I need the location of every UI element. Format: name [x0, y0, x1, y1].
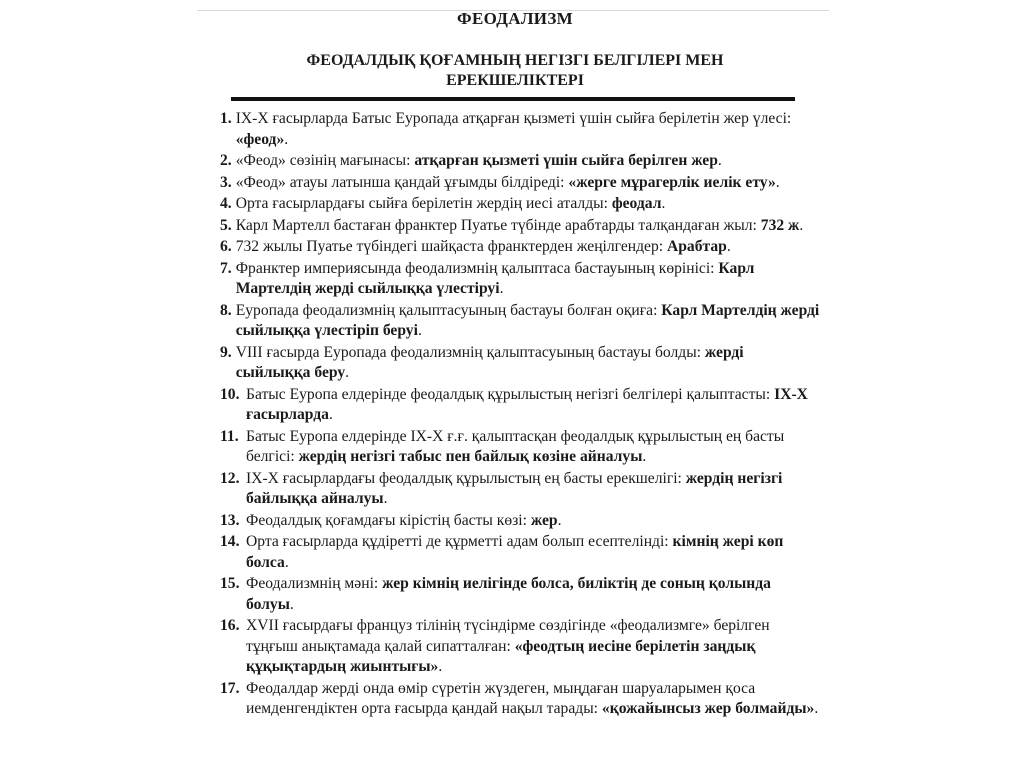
item-answer: Арабтар [667, 238, 727, 255]
item-question: VIII ғасырда Еуропада феодализмнің қалыптасуының бастауы болды: [235, 343, 705, 361]
item-number: 5. [220, 216, 232, 234]
item-answer: Карл Мартелдің жерді сыйлыққа үлестіріп беруі [235, 301, 820, 339]
item-question: 732 жылы Пуатье түбіндегі шайқаста франктерден жеңілгендер: [235, 238, 667, 255]
list-item [220, 301, 820, 342]
item-answer: IX-X ғасырларда [246, 385, 808, 423]
item-text [232, 173, 820, 194]
item-answer: «жерге мұрагерлік иелік ету» [568, 173, 776, 191]
item-tail: . [661, 195, 666, 212]
item-number: 13. [220, 511, 240, 529]
list-item [220, 679, 820, 720]
item-number: 9. [220, 343, 232, 361]
item-question: Франктер империясында феодализмнің қалыптаса бастауының көрінісі: [235, 259, 719, 277]
item-number: 4. [220, 195, 232, 212]
item-question: «Феод» атауы латынша қандай ұғымды білдіреді: [235, 173, 569, 191]
list-item [220, 469, 820, 510]
item-question: Еуропада феодализмнің қалыптасуының бастауы болған оқиға: [235, 301, 662, 319]
item-number: 15. [220, 575, 240, 592]
item-answer: жер [530, 511, 558, 529]
item-question: IX-X ғасырларда Батыс Еуропада атқарған қызметі үшін сыйға берілетін жер үлесі: [235, 110, 792, 127]
item-tail: . [345, 364, 350, 381]
item-tail: . [814, 700, 819, 717]
list-item [220, 216, 820, 237]
item-question: Орта ғасырларда құдіретті де құрметті адам болып есептелінді: [246, 533, 673, 550]
item-text [242, 511, 820, 532]
item-tail: . [417, 322, 422, 339]
item-text [242, 679, 820, 720]
item-answer: жердің негізгі табыс пен байлық көзіне айналуы [298, 448, 643, 465]
item-number: 2. [220, 152, 232, 169]
item-number: 6. [220, 238, 232, 255]
list-item [220, 173, 820, 194]
item-tail: . [499, 280, 504, 297]
item-text [232, 109, 820, 150]
item-text [242, 616, 820, 678]
subtitle-line-1: ФЕОДАЛДЫҚ ҚОҒАМНЫҢ НЕГІЗГІ БЕЛГІЛЕРІ МЕН [306, 52, 724, 69]
list-item [220, 237, 820, 258]
item-text [242, 532, 820, 573]
question-list [220, 109, 820, 721]
item-answer: 732 ж [760, 216, 800, 234]
document-page [200, 0, 830, 767]
list-item [220, 109, 820, 150]
item-text [242, 427, 820, 468]
item-question: «Феод» сөзінің мағынасы: [235, 152, 415, 169]
item-tail: . [557, 511, 562, 529]
item-question: Батыс Еуропа елдерінде IX-X ғ.ғ. қалыптасқан феодалдық құрылыстың ең басты белгісі: [246, 427, 785, 465]
page-subtitle [200, 51, 830, 91]
item-question: IX-X ғасырлардағы феодалдық құрылыстың ең басты ерекшелігі: [246, 469, 686, 487]
item-number: 10. [220, 385, 240, 403]
item-number: 3. [220, 173, 232, 191]
item-tail: . [775, 173, 780, 191]
item-text [232, 194, 820, 215]
item-tail: . [717, 152, 722, 169]
item-number: 8. [220, 301, 232, 319]
header-divider [231, 97, 795, 101]
list-item [220, 511, 820, 532]
item-tail: . [284, 130, 289, 148]
list-item [220, 385, 820, 426]
item-text [242, 385, 820, 426]
item-text [232, 259, 820, 300]
item-question: Феодализмнің мәні: [246, 575, 383, 592]
item-answer: жерді сыйлыққа беру [235, 343, 744, 381]
list-item [220, 194, 820, 215]
item-number: 16. [220, 617, 240, 634]
item-tail: . [799, 216, 804, 234]
item-text [242, 469, 820, 510]
item-tail: . [328, 406, 333, 423]
list-item [220, 574, 820, 615]
item-question: XVII ғасырдағы француз тілінің түсіндірме сөздігінде «феодализмге» берілген тұңғыш анықтамада қалай сипатталған: [246, 617, 770, 655]
item-answer: «феод» [235, 130, 285, 148]
item-number: 14. [220, 533, 240, 550]
list-item [220, 532, 820, 573]
item-tail: . [383, 490, 388, 507]
item-answer: «қожайынсыз жер болмайды» [601, 700, 815, 717]
item-tail: . [642, 448, 647, 465]
item-text [232, 151, 820, 172]
item-tail: . [289, 595, 294, 613]
subtitle-line-2: ЕРЕКШЕЛІКТЕРІ [446, 72, 584, 89]
list-item [220, 151, 820, 172]
item-number: 7. [220, 259, 232, 277]
item-question: Орта ғасырлардағы сыйға берілетін жердің иесі аталды: [235, 195, 612, 212]
list-item [220, 616, 820, 678]
item-tail: . [438, 658, 443, 675]
item-answer: жер кімнің иелігінде болса, биліктің де соның қолында болуы [246, 575, 771, 613]
item-question: Карл Мартелл бастаған франктер Пуатье түбінде арабтарды талқандаған жыл: [235, 216, 761, 234]
item-number: 12. [220, 469, 240, 487]
item-tail: . [284, 553, 289, 571]
list-item [220, 343, 820, 384]
item-answer: жердің негізгі байлыққа айналуы [246, 469, 783, 507]
item-text [232, 343, 820, 384]
item-answer: Карл Мартелдің жерді сыйлыққа үлестіруі [235, 259, 755, 297]
item-text [242, 574, 820, 615]
item-text [232, 216, 820, 237]
item-answer: «феодтың иесіне берілетін заңдық құқықтардың жиынтығы» [246, 637, 756, 675]
item-question: Феодалдар жерді онда өмір сүретін жүздеген, мыңдаған шаруаларымен қоса иемденгендіктен орта ғасырда қандай нақыл тарады: [246, 679, 756, 717]
item-question: Батыс Еуропа елдерінде феодалдық құрылыстың негізгі белгілері қалыптасты: [246, 385, 775, 403]
list-item [220, 259, 820, 300]
item-answer: кімнің жері көп болса [246, 533, 784, 571]
item-number: 11. [220, 427, 239, 445]
item-text [232, 301, 820, 342]
item-number: 17. [220, 679, 240, 697]
list-item [220, 427, 820, 468]
page-title: ФЕОДАЛИЗМ [457, 9, 573, 28]
item-number: 1. [220, 110, 232, 127]
item-question: Феодалдық қоғамдағы кірістің басты көзі: [246, 511, 531, 529]
item-answer: феодал [611, 195, 662, 212]
item-text [232, 237, 820, 258]
item-answer: атқарған қызметі үшін сыйға берілген жер [414, 152, 718, 169]
item-tail: . [726, 238, 731, 255]
